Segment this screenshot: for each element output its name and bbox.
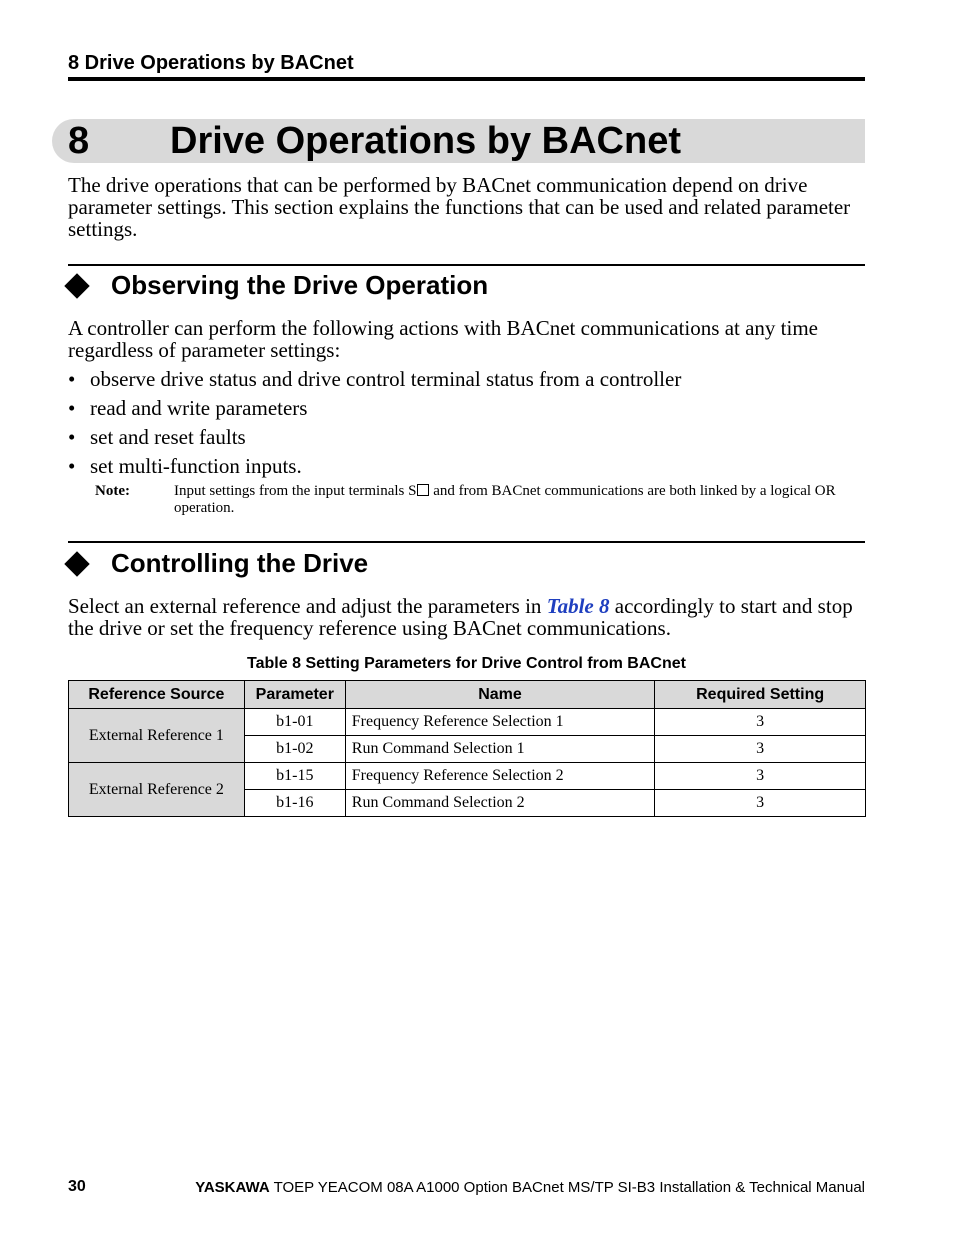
parameter-cell: b1-02 bbox=[244, 736, 345, 763]
placeholder-box-icon bbox=[417, 484, 429, 496]
list-item-text: observe drive status and drive control terminal status from a controller bbox=[90, 367, 682, 391]
table-caption: Table 8 Setting Parameters for Drive Control from BACnet bbox=[247, 655, 686, 672]
section-rule-observe bbox=[68, 264, 865, 266]
chapter-title: Drive Operations by BACnet bbox=[170, 120, 681, 162]
page-number: 30 bbox=[68, 1178, 86, 1195]
setting-cell: 3 bbox=[655, 709, 866, 736]
note-text-part: Input settings from the input terminals S bbox=[174, 483, 417, 499]
setting-cell: 3 bbox=[655, 790, 866, 817]
intro-paragraph: The drive operations that can be performed by BACnet communication depend on drive parameter settings. This section explains the functions that can be used and related parameter settings. bbox=[68, 173, 851, 241]
parameter-cell: b1-16 bbox=[244, 790, 345, 817]
reference-source-cell: External Reference 2 bbox=[69, 763, 245, 817]
table-row bbox=[69, 709, 866, 736]
note-text-part: and from BACnet communications are both linked by a logical OR operation. bbox=[174, 483, 836, 516]
column-header: Reference Source bbox=[69, 681, 245, 709]
running-header: 8 Drive Operations by BACnet bbox=[68, 52, 354, 74]
list-item-text: set multi-function inputs. bbox=[90, 454, 302, 478]
name-cell: Frequency Reference Selection 1 bbox=[345, 709, 654, 736]
diamond-bullet-icon bbox=[64, 551, 89, 576]
parameter-cell: b1-15 bbox=[244, 763, 345, 790]
section-title-observe: Observing the Drive Operation bbox=[111, 270, 489, 300]
list-item-text: set and reset faults bbox=[90, 425, 246, 449]
list-item-text: read and write parameters bbox=[90, 396, 308, 420]
chapter-number: 8 bbox=[68, 120, 90, 162]
header-rule bbox=[68, 77, 865, 81]
table-header-row bbox=[69, 681, 866, 709]
bullet-glyph: • bbox=[68, 396, 76, 420]
footer-manual-title bbox=[195, 1179, 865, 1196]
column-header: Parameter bbox=[244, 681, 345, 709]
name-cell: Frequency Reference Selection 2 bbox=[345, 763, 654, 790]
list-item bbox=[68, 425, 246, 450]
bullet-glyph: • bbox=[68, 367, 76, 391]
column-header: Required Setting bbox=[655, 681, 866, 709]
table-reference-link[interactable]: Table 8 bbox=[546, 594, 610, 618]
paragraph-part: Select an external reference and adjust the parameters in bbox=[68, 594, 547, 618]
observe-paragraph: A controller can perform the following actions with BACnet communications at any time regardless of parameter settings: bbox=[68, 316, 818, 362]
setting-cell: 3 bbox=[655, 736, 866, 763]
footer-brand: YASKAWA bbox=[195, 1179, 270, 1196]
list-item bbox=[68, 367, 681, 392]
control-paragraph bbox=[68, 595, 868, 639]
diamond-bullet-icon bbox=[64, 273, 89, 298]
reference-source-cell: External Reference 1 bbox=[69, 709, 245, 763]
parameter-table bbox=[68, 680, 866, 817]
setting-cell: 3 bbox=[655, 763, 866, 790]
note-label: Note: bbox=[95, 483, 130, 499]
parameter-cell: b1-01 bbox=[244, 709, 345, 736]
name-cell: Run Command Selection 1 bbox=[345, 736, 654, 763]
footer-title-text: TOEP YEACOM 08A A1000 Option BACnet MS/TP SI-B3 Installation & Technical Manual bbox=[269, 1179, 865, 1196]
section-rule-control bbox=[68, 541, 865, 543]
name-cell: Run Command Selection 2 bbox=[345, 790, 654, 817]
bullet-glyph: • bbox=[68, 425, 76, 449]
section-title-control: Controlling the Drive bbox=[111, 548, 369, 578]
column-header: Name bbox=[345, 681, 654, 709]
paragraph-part: accordingly to start and stop the drive or set the frequency reference using BACnet communications. bbox=[68, 594, 853, 640]
bullet-glyph: • bbox=[68, 454, 76, 478]
list-item bbox=[68, 396, 307, 421]
list-item bbox=[68, 454, 302, 479]
table-row bbox=[69, 763, 866, 790]
note-text bbox=[174, 483, 869, 517]
